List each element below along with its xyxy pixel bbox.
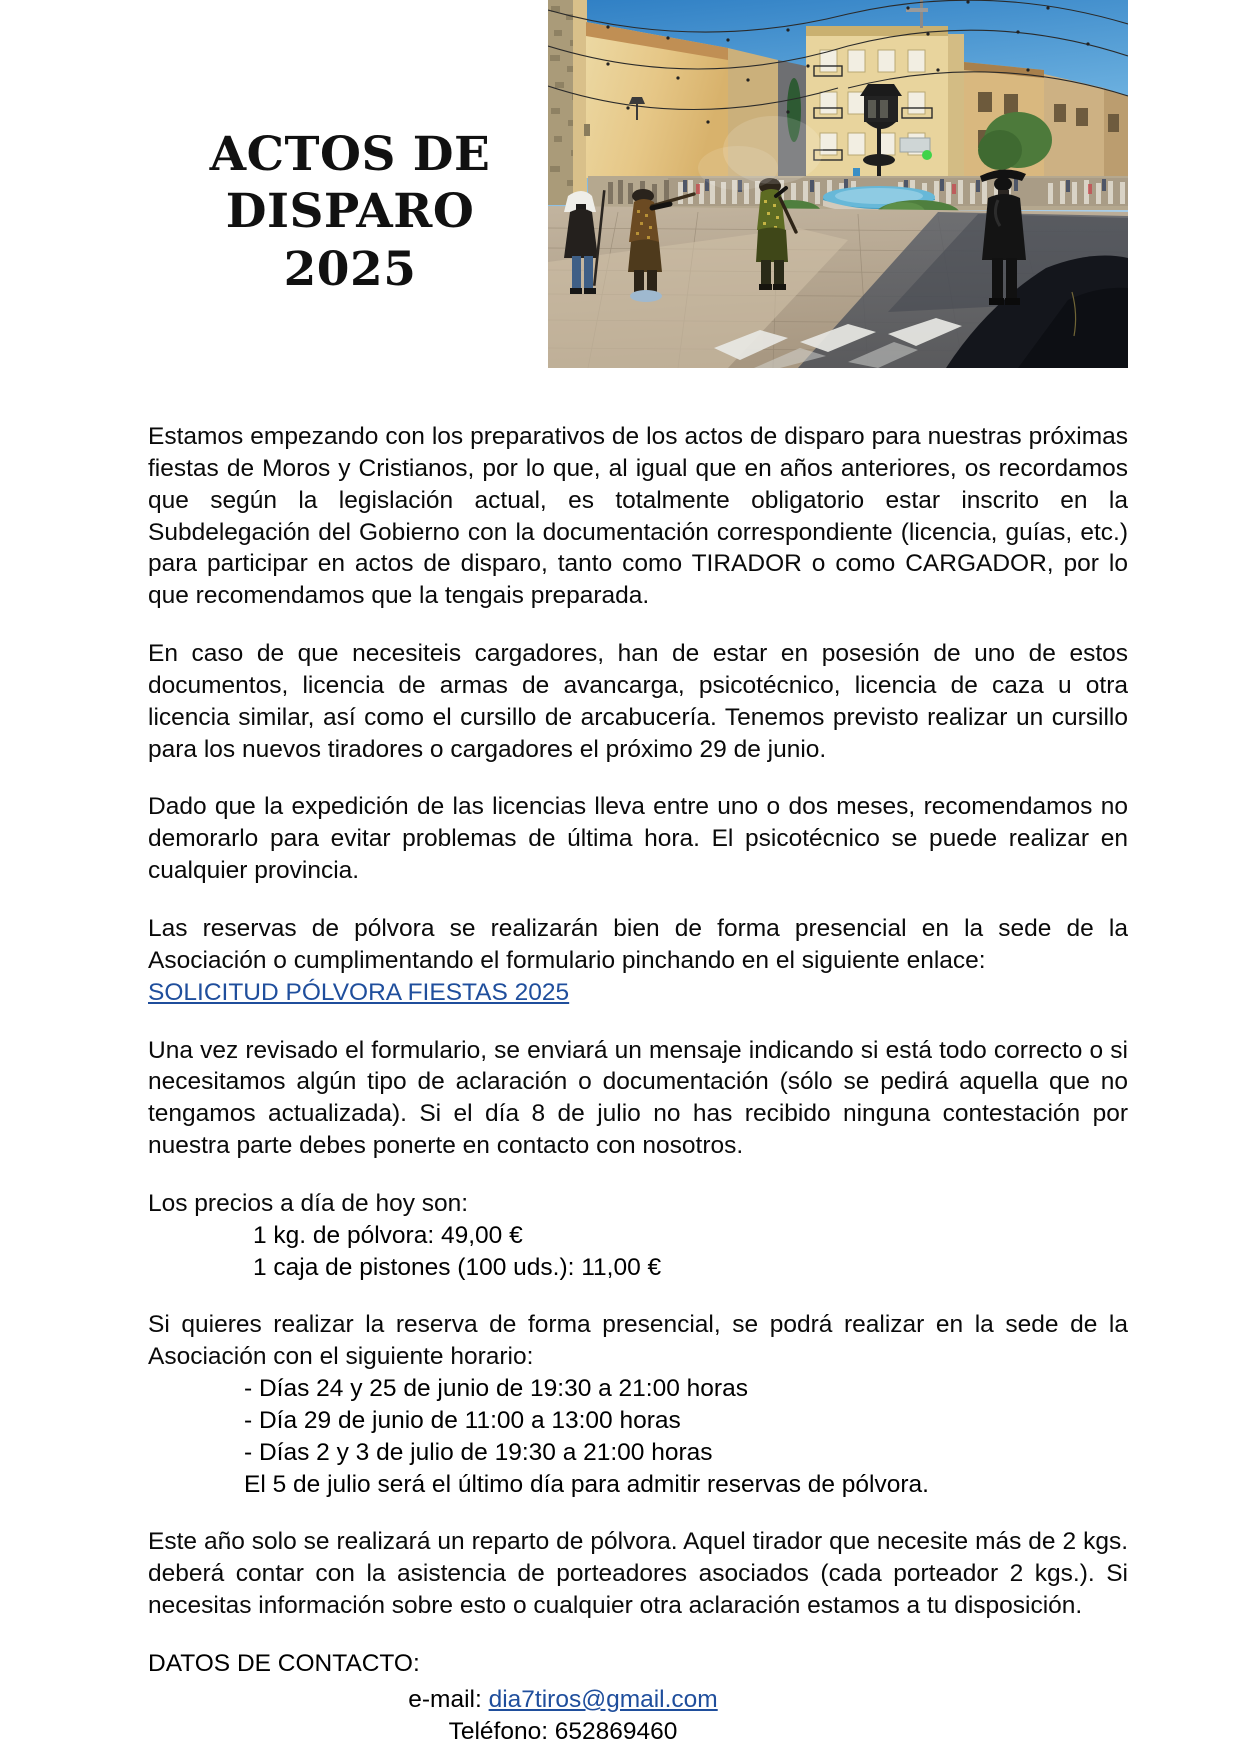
contact-heading: DATOS DE CONTACTO:: [148, 1650, 420, 1677]
paragraph-reparto: Este año solo se realizará un reparto de pólvora. Aquel tirador que necesite más de 2 kgs. deberá contar con la asistencia de porteadores asociados (cada porteador 2 kgs.). Si necesitas información sobre esto o cualquier otra aclaración estamos a tu disposición.: [148, 1528, 1128, 1620]
title-line-3: 2025: [283, 241, 417, 297]
document-header: [0, 0, 1241, 380]
schedule-item: - Días 24 y 25 de junio de 19:30 a 21:00 horas: [244, 1375, 748, 1403]
contact-email-row: [148, 1684, 978, 1716]
price-list: [148, 1220, 1128, 1284]
schedule-intro: Si quieres realizar la reserva de forma presencial, se podrá realizar en la sede de la Asociación con el siguiente horario:: [148, 1311, 1128, 1371]
paragraph-reservas: Las reservas de pólvora se realizarán bien de forma presencial en la sede de la Asociación o cumplimentando el formulario pinchando en el siguiente enlace:: [148, 914, 1128, 974]
solicitud-link-line: [148, 977, 1128, 1009]
schedule-item: - Días 2 y 3 de julio de 19:30 a 21:00 horas: [244, 1438, 713, 1466]
page-title: [150, 126, 550, 298]
price-item: 1 caja de pistones (100 uds.): 11,00 €: [253, 1253, 662, 1281]
schedule-list: [148, 1373, 1128, 1500]
prices-intro: Los precios a día de hoy son:: [148, 1189, 469, 1217]
paragraph-revision-formulario: Una vez revisado el formulario, se enviará un mensaje indicando si está todo correcto o si necesitamos algún tipo de aclaración o documentación (sólo se pedirá aquella que no tengamos actualizada). Si el día 8 de julio no has recibido ninguna contestación por nuestra parte debes ponerte en contacto con nosotros.: [148, 1036, 1128, 1160]
contact-email-link[interactable]: dia7tiros@gmail.com: [488, 1685, 718, 1713]
paragraph-cargadores: En caso de que necesiteis cargadores, han de estar en posesión de uno de estos documentos, licencia de armas de avancarga, psicotécnico, licencia de caza u otra licencia similar, así como el cursillo de arcabucería. Tenemos previsto realizar un cursillo para los nuevos tiradores o cargadores el próximo 29 de junio.: [148, 640, 1128, 763]
email-label: e-mail:: [408, 1685, 489, 1713]
festival-photo: [548, 0, 1128, 368]
title-line-2: DISPARO: [225, 184, 475, 240]
contact-details: [148, 1684, 978, 1749]
contact-phone-row: Teléfono: 652869460: [448, 1718, 678, 1746]
price-item: 1 kg. de pólvora: 49,00 €: [253, 1221, 523, 1249]
schedule-item: - Día 29 de junio de 11:00 a 13:00 horas: [244, 1406, 681, 1434]
solicitud-polvora-link[interactable]: SOLICITUD PÓLVORA FIESTAS 2025: [148, 978, 570, 1006]
paragraph-licencias: Dado que la expedición de las licencias lleva entre uno o dos meses, recomendamos no demorarlo para evitar problemas de última hora. El psicotécnico se puede realizar en cualquier provincia.: [148, 793, 1128, 885]
paragraph-intro: Estamos empezando con los preparativos de los actos de disparo para nuestras próximas fiestas de Moros y Cristianos, por lo que, al igual que en años anteriores, os recordamos que según la legislación actual, es totalmente obligatorio estar inscrito en la Subdelegación del Gobierno con la documentación correspondiente (licencia, guías, etc.) para participar en actos de disparo, tanto como TIRADOR o como CARGADOR, por lo que recomendamos que la tengais preparada.: [148, 423, 1128, 610]
document-body: [148, 421, 1128, 1749]
title-line-1: ACTOS DE: [209, 127, 491, 182]
schedule-deadline-note: El 5 de julio será el último día para admitir reservas de pólvora.: [244, 1470, 929, 1498]
